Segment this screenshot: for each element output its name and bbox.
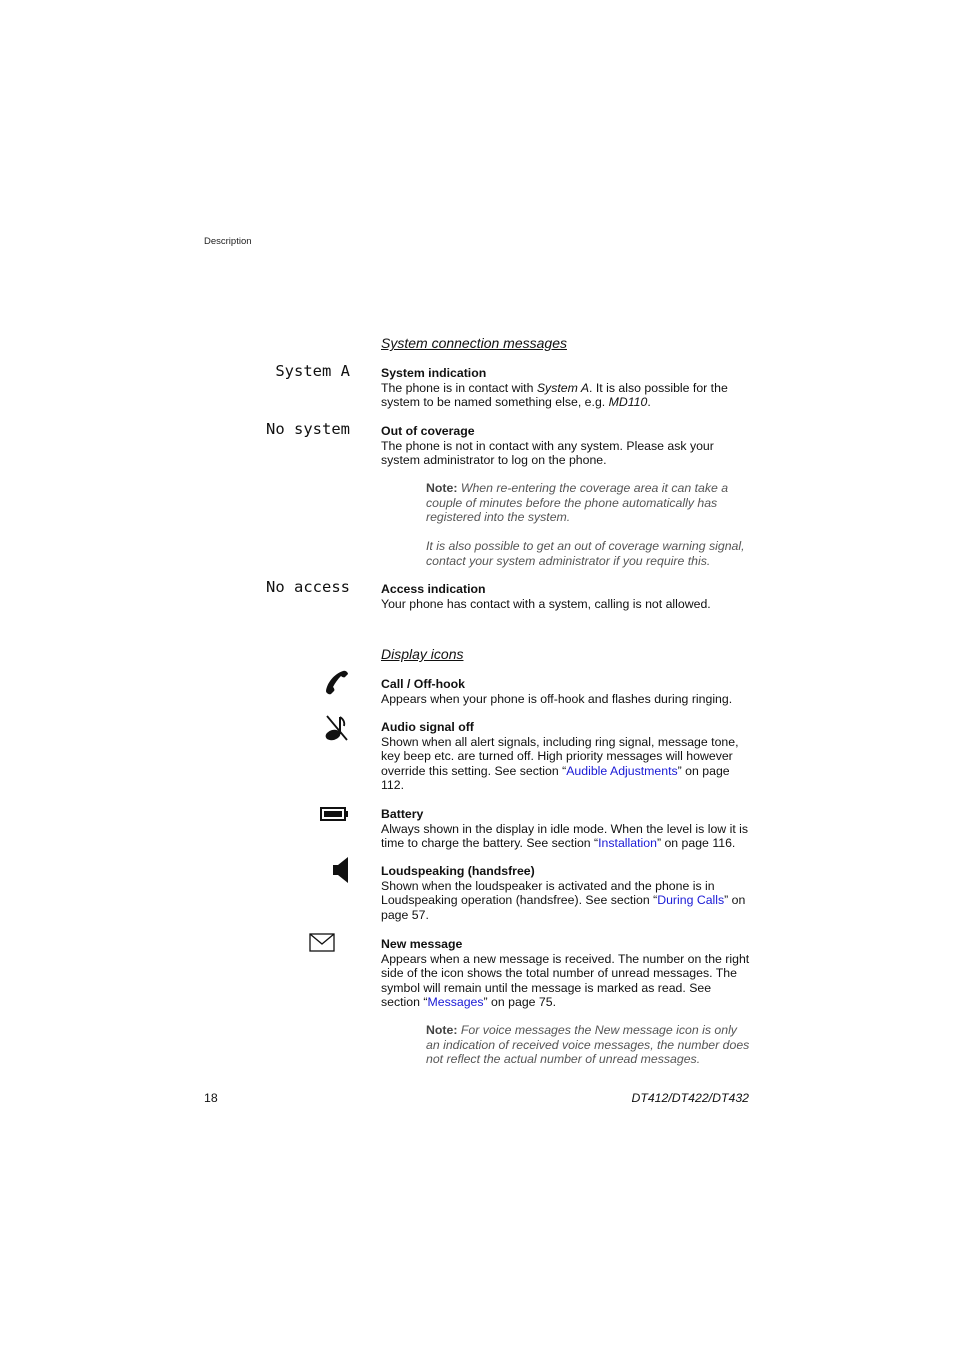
entry-title: Audio signal off <box>381 720 474 734</box>
speaker-icon <box>332 856 350 884</box>
note-label: Note: <box>426 481 458 495</box>
entry-system-indication <box>381 366 753 410</box>
entry-title: System indication <box>381 366 487 380</box>
phone-handset-icon <box>324 669 350 697</box>
entry-text: The phone is in contact with <box>381 380 537 395</box>
entry-emphasis: System A <box>536 380 590 395</box>
entry-access-indication <box>381 582 753 611</box>
note-text: When re-entering the coverage area it can take a couple of minutes before the phone automatically has registered into the system. <box>426 481 729 525</box>
entry-title: Battery <box>381 807 424 821</box>
display-text-system-a: System A <box>275 362 350 380</box>
link-audible-adjustments[interactable]: Audible Adjustments <box>566 763 678 778</box>
entry-text: Shown when the loudspeaker is activated and the phone is in Loudspeaking operation (handsfree). See section “ <box>381 878 715 908</box>
entry-title: Out of coverage <box>381 424 475 438</box>
section-heading-system-messages: System connection messages <box>381 335 567 351</box>
note-label: Note: <box>426 1023 458 1037</box>
display-text-no-system: No system <box>266 420 350 438</box>
audio-off-icon <box>323 714 349 742</box>
entry-title: Call / Off-hook <box>381 677 466 691</box>
entry-title: New message <box>381 937 463 951</box>
link-during-calls[interactable]: During Calls <box>657 893 725 908</box>
entry-emphasis: MD110 <box>608 395 648 410</box>
display-text-no-access: No access <box>266 578 350 596</box>
entry-text: Appears when your phone is off-hook and flashes during ringing. <box>381 691 733 706</box>
model-label: DT412/DT422/DT432 <box>631 1091 749 1105</box>
entry-text: Shown when all alert signals, including ring signal, message tone, key beep etc. are turned off. High priority messages will however override this setting. See section “ <box>381 734 739 778</box>
entry-text: ” on page 116. <box>656 836 736 851</box>
entry-call-off-hook <box>381 677 753 706</box>
entry-audio-signal-off <box>381 720 753 793</box>
entry-battery <box>381 807 753 851</box>
note-voice-messages <box>426 1023 752 1067</box>
note-coverage-warning: It is also possible to get an out of coverage warning signal, contact your system administrator if you require this. <box>426 539 745 568</box>
note-text: For voice messages the New message icon is only an indication of received voice messages, the number does not reflect the actual number of unread messages. <box>426 1023 750 1067</box>
entry-text: Always shown in the display in idle mode. When the level is low it is time to charge the battery. See section “ <box>381 821 749 851</box>
entry-text: ” on page 75. <box>483 995 557 1010</box>
entry-text: . <box>647 395 651 410</box>
entry-text: Appears when a new message is received. The number on the right side of the icon shows the total number of unread messages. The symbol will remain until the message is marked as read. See section “ <box>381 951 750 1010</box>
entry-loudspeaking <box>381 864 753 922</box>
entry-new-message <box>381 937 753 1010</box>
envelope-icon <box>309 933 335 952</box>
link-messages[interactable]: Messages <box>427 995 484 1010</box>
battery-icon <box>320 807 350 821</box>
entry-title: Loudspeaking (handsfree) <box>381 864 535 878</box>
entry-text: The phone is not in contact with any system. Please ask your system administrator to log on the phone. <box>381 438 714 468</box>
entry-out-of-coverage <box>381 424 753 468</box>
entry-text: ” on page 57. <box>381 893 746 922</box>
entry-title: Access indication <box>381 582 486 596</box>
entry-text: Your phone has contact with a system, calling is not allowed. <box>381 596 711 611</box>
link-installation[interactable]: Installation <box>598 836 657 851</box>
note-coverage <box>426 481 752 525</box>
section-heading-display-icons: Display icons <box>381 646 464 662</box>
running-header: Description <box>204 236 252 247</box>
entry-text: . It is also possible for the system to be named something else, e.g. <box>381 380 728 410</box>
entry-text: ” on page 112. <box>381 763 730 793</box>
page-number: 18 <box>204 1091 218 1105</box>
